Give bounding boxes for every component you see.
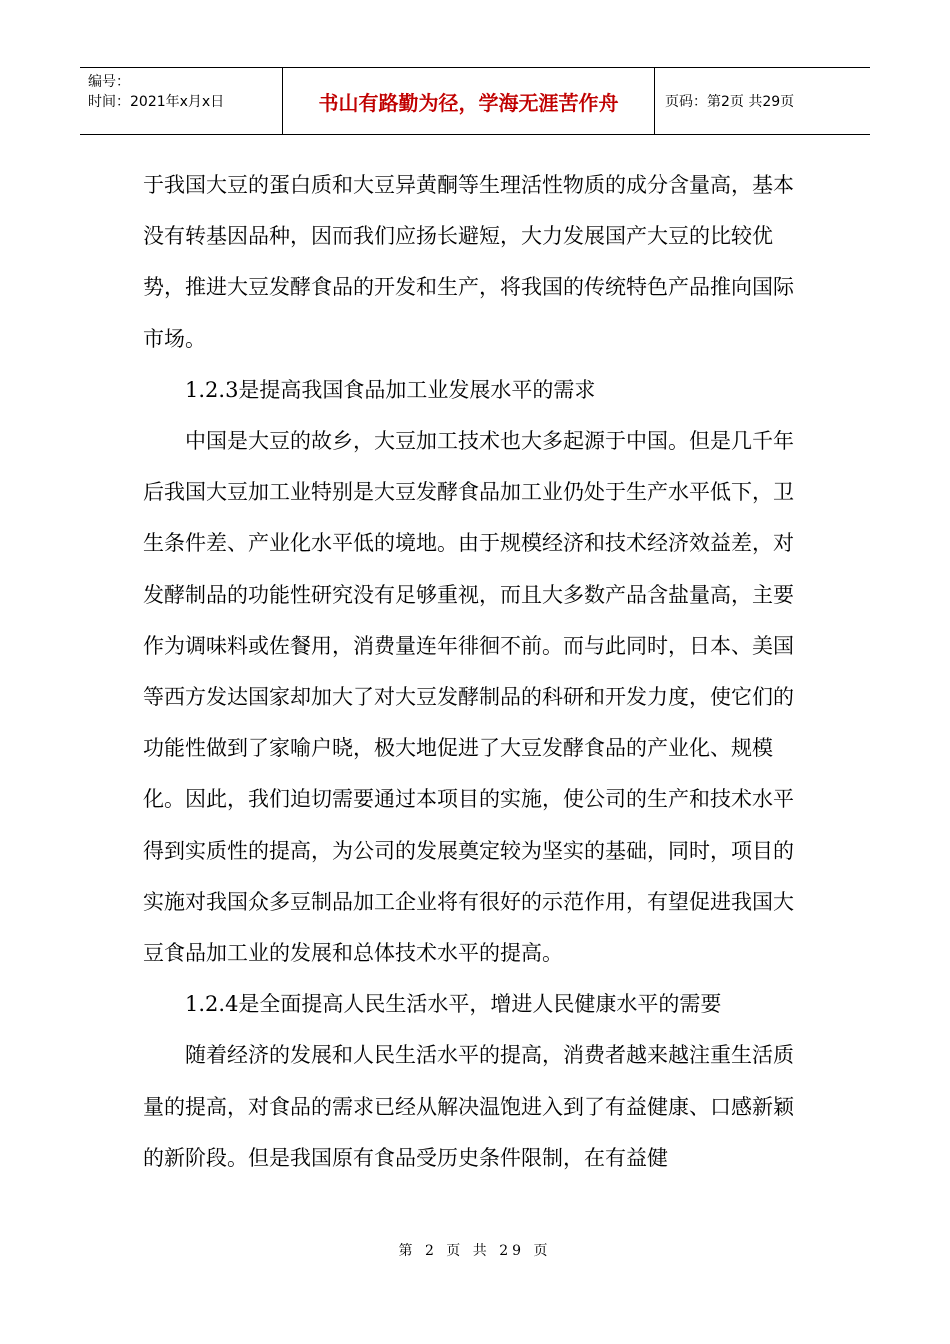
header-meta (80, 68, 283, 134)
paragraph: 中国是大豆的故乡，大豆加工技术也大多起源于中国。但是几千年后我国大豆加工业特别是大豆发酵食品加工业仍处于生产水平低下，卫生条件差、产业化水平低的境地。由于规模经济和技术经济效益差，对发酵制品的功能性研究没有足够重视，而且大多数产品含盐量高，主要作为调味料或佐餐用，消费量连年徘徊不前。而与此同时，日本、美国等西方发达国家却加大了对大豆发酵制品的科研和开发力度，使它们的功能性做到了家喻户晓，极大地促进了大豆发酵食品的产业化、规模化。因此，我们迫切需要通过本项目的实施，使公司的生产和技术水平得到实质性的提高，为公司的发展奠定较为坚实的基础，同时，项目的实施对我国众多豆制品加工企业将有很好的示范作用，有望促进我国大豆食品加工业的发展和总体技术水平的提高。 (143, 429, 794, 966)
paragraph: 随着经济的发展和人民生活水平的提高，消费者越来越注重生活质量的提高，对食品的需求已经从解决温饱进入到了有益健康、口感新颖的新阶段。但是我国原有食品受历史条件限制，在有益健 (143, 1043, 794, 1170)
header-page-info: 页码：第2页 共29页 (665, 94, 795, 110)
section-heading-1-2-4: 1.2.4是全面提高人民生活水平，增进人民健康水平的需要 (185, 992, 722, 1017)
document-time-label: 时间：2021年x月x日 (88, 94, 225, 110)
header-motto: 书山有路勤为径，学海无涯苦作舟 (283, 68, 655, 134)
section-heading-1-2-3: 1.2.3是提高我国食品加工业发展水平的需求 (185, 377, 596, 402)
document-body (143, 160, 813, 1184)
page-footer: 第 2 页 共 29 页 (398, 1243, 552, 1259)
document-number-label: 编号： (88, 74, 130, 90)
paragraph: 于我国大豆的蛋白质和大豆异黄酮等生理活性物质的成分含量高，基本没有转基因品种，因而我们应扬长避短，大力发展国产大豆的比较优势，推进大豆发酵食品的开发和生产，将我国的传统特色产品推向国际市场。 (143, 173, 794, 351)
page-header (80, 67, 870, 135)
